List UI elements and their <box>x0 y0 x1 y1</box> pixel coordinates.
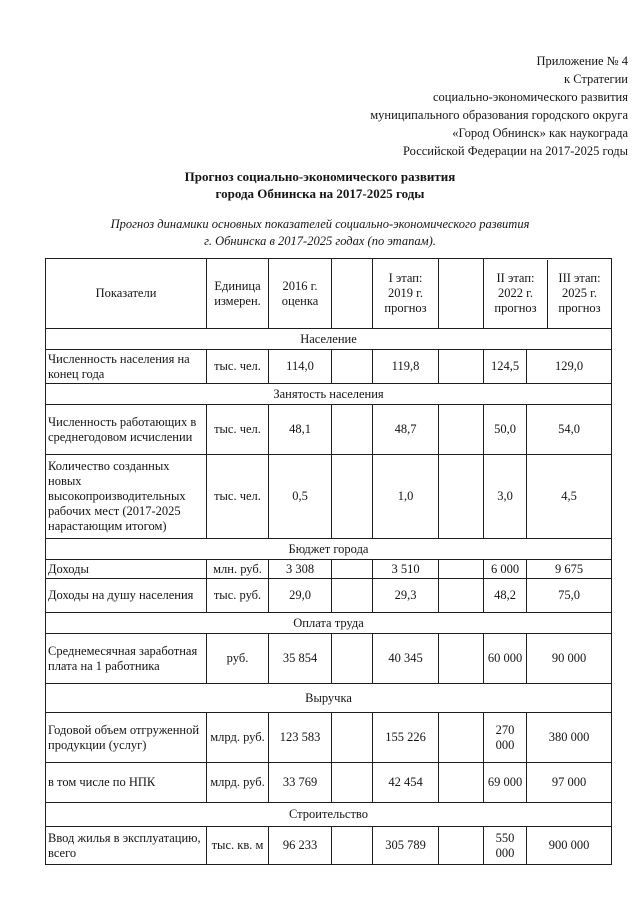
row-indicator: Доходы <box>46 560 207 579</box>
row-value-2019: 40 345 <box>373 634 439 684</box>
row-indicator: Численность работающих в среднегодовом исчислении <box>46 405 207 455</box>
table-row <box>46 405 612 455</box>
header-stage-3: III этап: 2025 г. прогноз <box>558 271 601 315</box>
row-value-2016: 96 233 <box>269 827 332 865</box>
row-value-2025: 900 000 <box>527 827 612 865</box>
row-value-2022: 48,2 <box>484 579 527 613</box>
table-row <box>46 560 612 579</box>
row-unit: руб. <box>207 634 269 684</box>
row-value-2016: 35 854 <box>269 634 332 684</box>
row-value-2022: 270 000 <box>484 713 527 763</box>
row-value-2025: 90 000 <box>527 634 612 684</box>
row-unit: тыс. руб. <box>207 579 269 613</box>
row-blank <box>439 713 484 763</box>
row-value-2016: 29,0 <box>269 579 332 613</box>
row-blank <box>332 763 373 803</box>
row-blank <box>439 763 484 803</box>
header-unit: Единица измерен. <box>207 259 269 329</box>
annex-line: Приложение № 4 <box>536 54 628 68</box>
section-row <box>46 684 612 713</box>
title-line-2: города Обнинска на 2017-2025 годы <box>215 186 425 201</box>
row-blank <box>332 350 373 384</box>
forecast-table <box>45 258 612 865</box>
row-blank <box>439 405 484 455</box>
row-blank <box>439 350 484 384</box>
row-blank <box>332 827 373 865</box>
title-line-1: Прогноз социально-экономического развития <box>184 169 456 184</box>
row-unit: тыс. чел. <box>207 455 269 539</box>
row-value-2019: 155 226 <box>373 713 439 763</box>
row-indicator: Среднемесячная заработная плата на 1 работника <box>46 634 207 684</box>
row-value-2025: 54,0 <box>527 405 612 455</box>
row-indicator: в том числе по НПК <box>46 763 207 803</box>
row-blank <box>439 455 484 539</box>
section-construction: Строительство <box>46 803 612 827</box>
row-value-2016: 33 769 <box>269 763 332 803</box>
header-blank <box>439 259 484 329</box>
annex-header <box>288 52 628 160</box>
header-stage-1: I этап: 2019 г. прогноз <box>373 259 439 329</box>
header-2016: 2016 г. оценка <box>269 259 332 329</box>
row-value-2022: 60 000 <box>484 634 527 684</box>
section-revenue: Выручка <box>46 684 612 713</box>
row-value-2019: 1,0 <box>373 455 439 539</box>
section-row <box>46 613 612 634</box>
annex-line: муниципального образования городского округа <box>370 108 628 122</box>
row-indicator: Количество созданных новых высокопроизводительных рабочих мест (2017-2025 нарастающим итогом) <box>46 455 207 539</box>
table-row <box>46 579 612 613</box>
row-value-2022: 6 000 <box>484 560 527 579</box>
row-value-2025: 129,0 <box>527 350 612 384</box>
header-blank <box>332 259 373 329</box>
annex-line: социально-экономического развития <box>432 90 628 104</box>
row-value-2016: 48,1 <box>269 405 332 455</box>
section-row <box>46 329 612 350</box>
section-population: Население <box>46 329 612 350</box>
row-blank <box>439 634 484 684</box>
row-indicator: Численность населения на конец года <box>46 350 207 384</box>
row-value-2025: 97 000 <box>527 763 612 803</box>
document-title <box>0 168 640 202</box>
row-value-2022: 69 000 <box>484 763 527 803</box>
row-unit: тыс. чел. <box>207 405 269 455</box>
row-value-2025: 380 000 <box>527 713 612 763</box>
section-row <box>46 384 612 405</box>
section-employment: Занятость населения <box>46 384 612 405</box>
header-row <box>46 259 612 329</box>
row-value-2019: 48,7 <box>373 405 439 455</box>
annex-line: Российской Федерации на 2017-2025 годы <box>403 144 628 158</box>
row-indicator: Годовой объем отгруженной продукции (услуг) <box>46 713 207 763</box>
row-value-2016: 123 583 <box>269 713 332 763</box>
section-wages: Оплата труда <box>46 613 612 634</box>
row-unit: тыс. кв. м <box>207 827 269 865</box>
header-indicator: Показатели <box>46 259 207 329</box>
table-caption <box>0 216 640 250</box>
table-row <box>46 350 612 384</box>
header-stage-2: II этап: 2022 г. прогноз <box>484 260 548 328</box>
row-value-2022: 124,5 <box>484 350 527 384</box>
row-value-2019: 29,3 <box>373 579 439 613</box>
annex-line: «Город Обнинск» как наукограда <box>452 126 628 140</box>
table-row <box>46 763 612 803</box>
row-blank <box>332 455 373 539</box>
caption-line-1: Прогноз динамики основных показателей социально-экономического развития <box>110 217 530 231</box>
row-value-2022: 3,0 <box>484 455 527 539</box>
section-row <box>46 803 612 827</box>
caption-line-2: г. Обнинска в 2017-2025 годах (по этапам). <box>204 234 436 248</box>
row-blank <box>332 579 373 613</box>
row-value-2019: 3 510 <box>373 560 439 579</box>
section-budget: Бюджет города <box>46 539 612 560</box>
section-row <box>46 539 612 560</box>
row-blank <box>439 827 484 865</box>
row-value-2016: 3 308 <box>269 560 332 579</box>
row-blank <box>439 579 484 613</box>
row-value-2019: 42 454 <box>373 763 439 803</box>
row-blank <box>332 713 373 763</box>
table-row <box>46 455 612 539</box>
annex-line: к Стратегии <box>564 72 628 86</box>
row-value-2025: 4,5 <box>527 455 612 539</box>
table-row <box>46 827 612 865</box>
row-value-2019: 305 789 <box>373 827 439 865</box>
row-unit: тыс. чел. <box>207 350 269 384</box>
header-stages-2-3 <box>484 259 612 329</box>
row-unit: млрд. руб. <box>207 763 269 803</box>
row-value-2022: 50,0 <box>484 405 527 455</box>
row-unit: млрд. руб. <box>207 713 269 763</box>
row-value-2025: 9 675 <box>527 560 612 579</box>
row-indicator: Доходы на душу населения <box>46 579 207 613</box>
table-row <box>46 713 612 763</box>
row-value-2016: 0,5 <box>269 455 332 539</box>
row-value-2025: 75,0 <box>527 579 612 613</box>
row-blank <box>439 560 484 579</box>
row-value-2016: 114,0 <box>269 350 332 384</box>
row-unit: млн. руб. <box>207 560 269 579</box>
row-blank <box>332 405 373 455</box>
row-value-2022: 550 000 <box>484 827 527 865</box>
row-indicator: Ввод жилья в эксплуатацию, всего <box>46 827 207 865</box>
row-blank <box>332 560 373 579</box>
row-blank <box>332 634 373 684</box>
table-row <box>46 634 612 684</box>
row-value-2019: 119,8 <box>373 350 439 384</box>
